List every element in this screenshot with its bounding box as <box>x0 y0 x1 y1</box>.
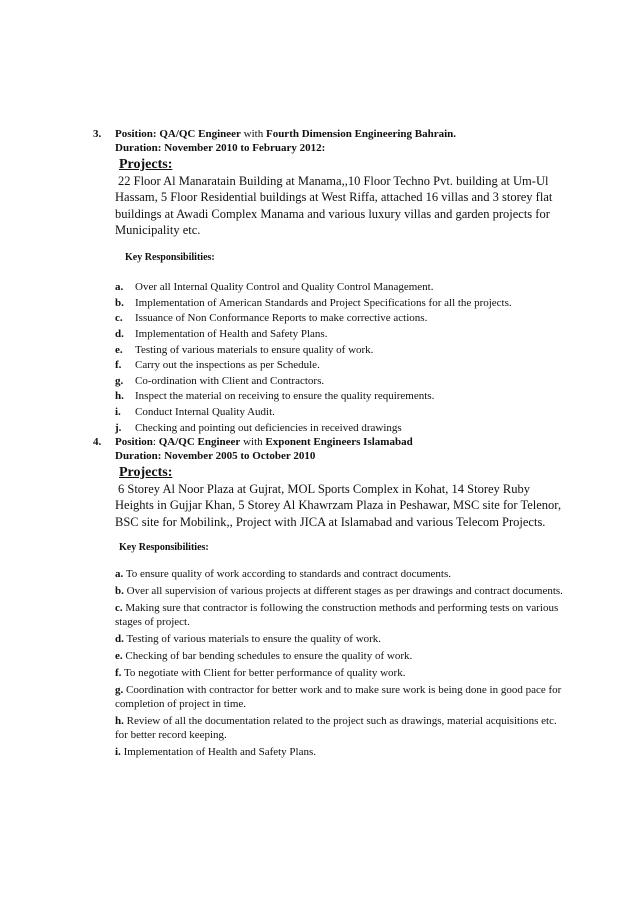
projects-heading: Projects: <box>119 157 173 172</box>
company-name: Fourth Dimension Engineering Bahrain. <box>265 128 457 140</box>
item-text: Implementation of Health and Safety Plans. <box>135 327 328 340</box>
responsibilities-list <box>115 280 563 436</box>
item-text: Inspect the material on receiving to ensure the quality requirements. <box>135 390 435 403</box>
list-item <box>115 421 563 437</box>
item-letter: d. <box>115 327 124 340</box>
list-item <box>115 683 567 711</box>
entry-content <box>115 436 563 759</box>
item-letter: i. <box>115 405 121 418</box>
projects-description <box>115 173 563 238</box>
position-label: Position <box>115 436 153 448</box>
item-letter: h. <box>115 714 124 727</box>
item-letter: d. <box>115 632 124 645</box>
item-text: Over all Internal Quality Control and Quality Control Management. <box>135 281 434 294</box>
item-text: Carry out the inspections as per Schedule. <box>135 359 320 372</box>
item-letter: f. <box>115 359 122 372</box>
list-item <box>115 374 563 390</box>
entry-number: 4. <box>93 436 102 448</box>
item-letter: j. <box>115 421 122 434</box>
list-item <box>115 389 563 405</box>
position-label: Position: <box>115 128 157 140</box>
with-word: with <box>243 436 263 448</box>
position-colon: : <box>152 436 156 448</box>
item-text: Testing of various materials to ensure quality of work. <box>135 343 374 356</box>
projects-text: 22 Floor Al Manaratain Building at Manama,,10 Floor Techno Pvt. building at Um-Ul Hassam, 5 Floor Residential buildings at West Riffa, attached 16 villas and 3 storey flat buildings at Awadi Complex Manama and various luxury villas and garden projects for Municipality etc. <box>115 174 553 237</box>
duration: Duration: November 2010 to February 2012: <box>115 142 326 154</box>
position-line <box>115 436 563 449</box>
item-letter: a. <box>115 567 124 580</box>
item-text: Issuance of Non Conformance Reports to make corrective actions. <box>135 312 428 325</box>
position-line <box>115 128 563 141</box>
list-item <box>115 296 563 312</box>
item-text: Conduct Internal Quality Audit. <box>135 405 275 418</box>
list-item <box>115 714 567 742</box>
position-title: QA/QC Engineer <box>159 128 241 140</box>
responsibilities-heading: Key Responsibilities: <box>125 252 215 264</box>
item-text: Review of all the documentation related to the project such as drawings, material acquisitions etc. for better record keeping. <box>115 714 557 741</box>
item-text: To negotiate with Client for better performance of quality work. <box>123 666 406 679</box>
list-item <box>115 280 563 296</box>
entry-content <box>115 128 563 436</box>
item-letter: g. <box>115 374 124 387</box>
projects-description <box>115 481 563 530</box>
list-item <box>115 358 563 374</box>
item-text: Testing of various materials to ensure the quality of work. <box>126 632 382 645</box>
list-item <box>115 311 563 327</box>
list-item <box>115 745 567 759</box>
list-item <box>115 405 563 421</box>
item-letter: a. <box>115 281 124 294</box>
item-text: Checking of bar bending schedules to ensure the quality of work. <box>125 649 413 662</box>
item-letter: g. <box>115 683 124 696</box>
item-text: Implementation of American Standards and Project Specifications for all the projects. <box>135 296 512 309</box>
item-letter: e. <box>115 649 123 662</box>
with-word: with <box>243 128 264 140</box>
position-title: QA/QC Engineer <box>158 436 241 448</box>
item-letter: b. <box>115 584 124 597</box>
item-text: Over all supervision of various projects at different stages as per drawings and contract documents. <box>126 584 563 597</box>
list-item <box>115 649 567 663</box>
item-letter: e. <box>115 343 123 356</box>
responsibilities-list <box>115 567 567 759</box>
experience-entry-4 <box>93 436 563 762</box>
list-item <box>115 343 563 359</box>
list-item <box>115 327 563 343</box>
item-letter: c. <box>115 312 123 325</box>
experience-entry-3 <box>93 128 563 436</box>
list-item <box>115 632 567 646</box>
item-letter: f. <box>115 666 122 679</box>
item-letter: h. <box>115 390 124 403</box>
projects-text: 6 Storey Al Noor Plaza at Gujrat, MOL Sports Complex in Kohat, 14 Storey Ruby Heights in Gujjar Khan, 5 Storey Al Khawrzam Plaza in Peshawar, MSC site for Telenor, BSC site for Mobilink,, Project with JICA at Islamabad and various Telecom Projects. <box>115 482 562 529</box>
item-text: To ensure quality of work according to standards and contract documents. <box>125 567 451 580</box>
item-text: Checking and pointing out deficiencies in received drawings <box>135 421 402 434</box>
responsibilities-heading: Key Responsibilities: <box>119 541 209 553</box>
item-text: Implementation of Health and Safety Plans. <box>123 745 317 758</box>
list-item <box>115 601 567 629</box>
list-item <box>115 567 567 581</box>
item-letter: i. <box>115 745 121 758</box>
projects-heading: Projects: <box>119 465 173 480</box>
entry-number: 3. <box>93 128 102 140</box>
list-item <box>115 666 567 680</box>
list-item <box>115 584 567 598</box>
item-letter: b. <box>115 296 124 309</box>
item-text: Co-ordination with Client and Contractors. <box>135 374 325 387</box>
item-text: Making sure that contractor is following the construction methods and performing tests on various stages of project. <box>115 601 559 628</box>
item-letter: c. <box>115 601 123 614</box>
item-text: Coordination with contractor for better work and to make sure work is being done in good pace for completion of project in time. <box>115 683 562 710</box>
duration: Duration: November 2005 to October 2010 <box>115 450 316 462</box>
company-name: Exponent Engineers Islamabad <box>265 436 413 448</box>
